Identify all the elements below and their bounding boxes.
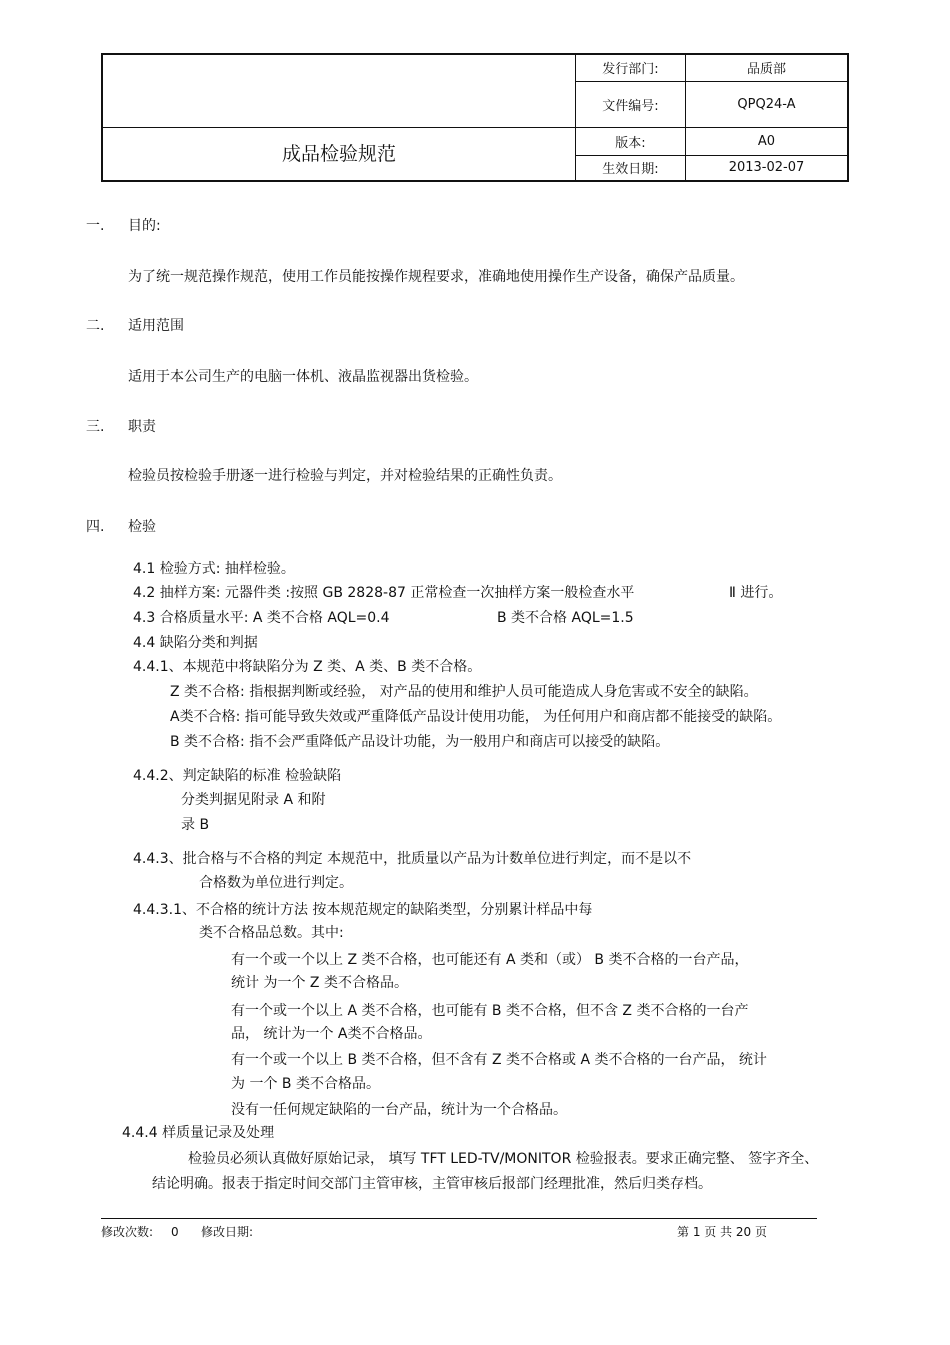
footer-divider	[101, 1218, 817, 1219]
clause-4-2: 4.2 抽样方案: 元器件类 :按照 GB 2828-87 正常检查一次抽样方案一般检查水平	[133, 585, 635, 601]
header-blank-cell	[102, 54, 576, 127]
clause-4-3-b: B 类不合格 AQL=1.5	[497, 610, 634, 626]
clause-4-4-4-line1: 检验员必须认真做好原始记录， 填写 TFT LED-TV/MONITOR 检验报表。要求正确完整、 签字齐全、	[188, 1151, 819, 1167]
section-2-title: 适用范围	[128, 318, 184, 334]
section-3-text: 检验员按检验手册逐一进行检验与判定，并对检验结果的正确性负责。	[128, 468, 562, 484]
clause-4-4-4: 4.4.4 样质量记录及处理	[122, 1125, 275, 1141]
effective-date-value: 2013-02-07	[686, 155, 849, 181]
rule-b-line2: 为 一个 B 类不合格品。	[231, 1076, 380, 1092]
effective-date-label: 生效日期:	[576, 155, 686, 181]
document-title: 成品检验规范	[102, 127, 576, 181]
clause-4-1: 4.1 检验方式: 抽样检验。	[133, 561, 295, 577]
section-3-title: 职责	[128, 419, 156, 435]
section-2-text: 适用于本公司生产的电脑一体机、液晶监视器出货检验。	[128, 369, 478, 385]
rule-b-line1: 有一个或一个以上 B 类不合格，但不含有 Z 类不合格或 A 类不合格的一台产品， 统计	[231, 1052, 767, 1068]
revision-count-value: 0	[171, 1225, 179, 1239]
clause-4-4-1: 4.4.1、本规范中将缺陷分为 Z 类、A 类、B 类不合格。	[133, 659, 482, 675]
clause-4-4-2-line3: 录 B	[181, 817, 210, 833]
z-class-definition: Z 类不合格: 指根据判断或经验， 对产品的使用和维护人员可能造成人身危害或不安全的缺陷。	[170, 684, 758, 700]
rule-pass: 没有一任何规定缺陷的一台产品，统计为一个合格品。	[231, 1102, 567, 1118]
rule-a-line2: 品， 统计为一个 A类不合格品。	[231, 1026, 432, 1042]
dept-label: 发行部门:	[576, 54, 686, 81]
page-number: 第 1 页 共 20 页	[677, 1225, 767, 1239]
clause-4-3: 4.3 合格质量水平: A 类不合格 AQL=0.4	[133, 610, 390, 626]
version-value: A0	[686, 127, 849, 155]
section-1-number: 一.	[86, 218, 105, 234]
section-4-number: 四.	[86, 519, 105, 535]
section-2-number: 二.	[86, 318, 105, 334]
clause-4-4-2: 4.4.2、判定缺陷的标准 检验缺陷	[133, 768, 342, 784]
clause-4-4-3-1-line2: 类不合格品总数。其中:	[199, 925, 344, 941]
rule-a-line1: 有一个或一个以上 A 类不合格，也可能有 B 类不合格，但不含 Z 类不合格的一台产	[231, 1003, 749, 1019]
doc-no-label: 文件编号:	[576, 81, 686, 127]
section-1-title: 目的:	[128, 218, 161, 234]
clause-4-4-2-line2: 分类判据见附录 A 和附	[181, 792, 326, 808]
clause-4-4-3: 4.4.3、批合格与不合格的判定 本规范中，批质量以产品为计数单位进行判定，而不是以不	[133, 851, 692, 867]
clause-4-4-3-line2: 合格数为单位进行判定。	[199, 875, 353, 891]
revision-date-label: 修改日期:	[201, 1225, 254, 1239]
section-4-title: 检验	[128, 519, 156, 535]
dept-value: 品质部	[686, 54, 849, 81]
doc-no-value: QPQ24-A	[686, 81, 849, 127]
section-1-text: 为了统一规范操作规范，使用工作员能按操作规程要求，准确地使用操作生产设备，确保产品质量。	[128, 269, 744, 285]
clause-4-4-4-line2: 结论明确。报表于指定时间交部门主管审核，主管审核后报部门经理批准，然后归类存档。	[152, 1176, 712, 1192]
a-class-definition: A类不合格: 指可能导致失效或严重降低产品设计使用功能， 为任何用户和商店都不能接受的缺陷。	[170, 709, 782, 725]
clause-4-2-level: Ⅱ 进行。	[729, 585, 783, 601]
rule-z-line1: 有一个或一个以上 Z 类不合格，也可能还有 A 类和（或） B 类不合格的一台产品，	[231, 952, 749, 968]
clause-4-4-3-1: 4.4.3.1、不合格的统计方法 按本规范规定的缺陷类型，分别累计样品中每	[133, 902, 593, 918]
clause-4-4: 4.4 缺陷分类和判据	[133, 635, 258, 651]
document-header-table	[101, 53, 849, 182]
revision-count-label: 修改次数:	[101, 1225, 154, 1239]
section-3-number: 三.	[86, 419, 105, 435]
version-label: 版本:	[576, 127, 686, 155]
b-class-definition: B 类不合格: 指不会严重降低产品设计功能，为一般用户和商店可以接受的缺陷。	[170, 734, 670, 750]
rule-z-line2: 统计 为一个 Z 类不合格品。	[231, 975, 408, 991]
